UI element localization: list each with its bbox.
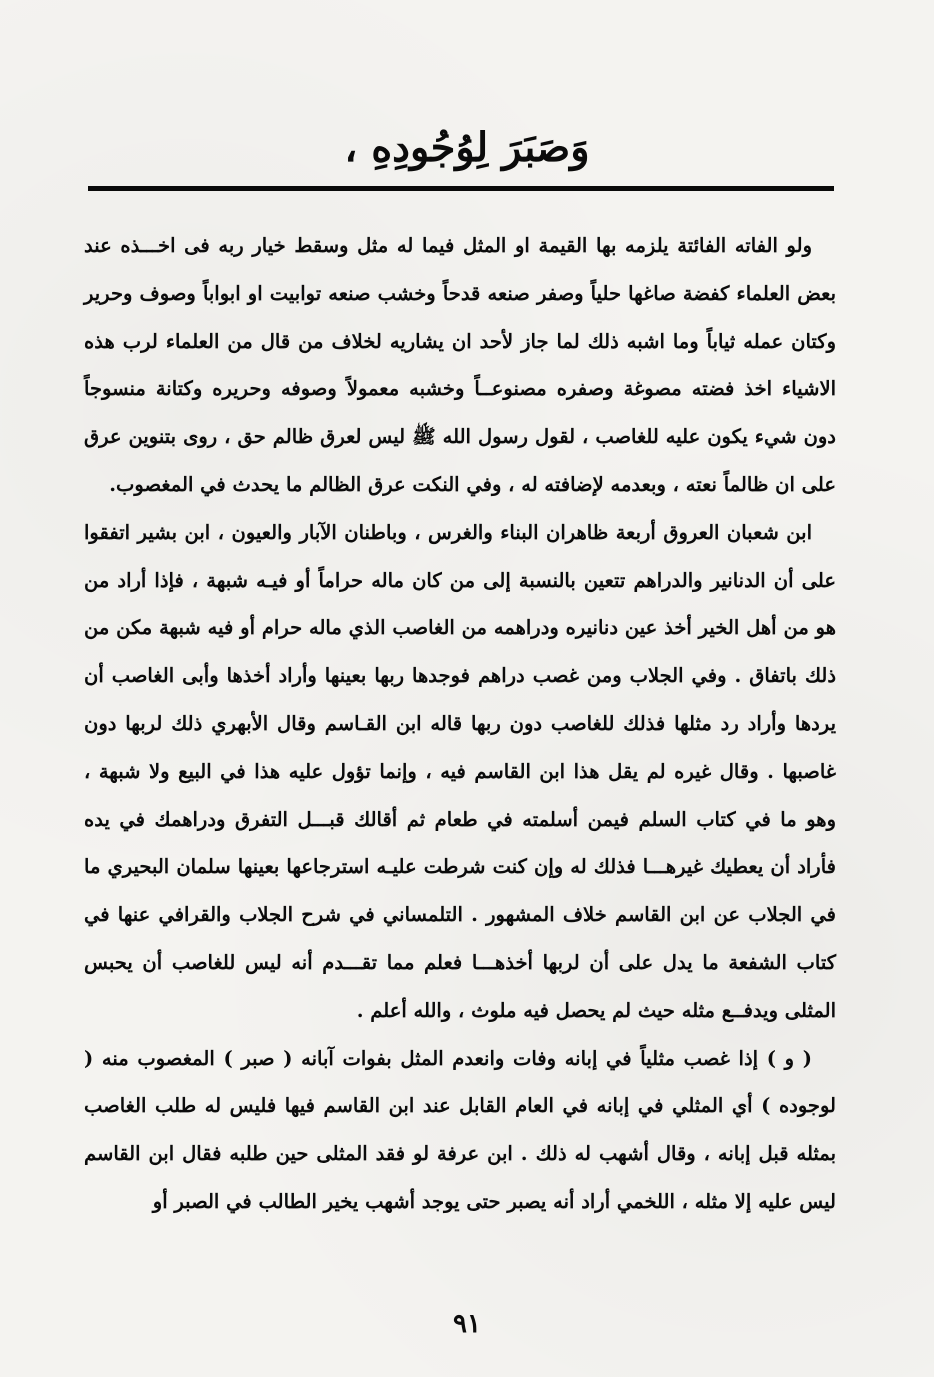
body-text [84,222,836,1226]
paragraph-3: ( و ) إذا غصب مثلياً في إبانه وفات وانعدم المثل بفوات آبانه ( صبر ) المغصوب منه ( لوجوده ) أي المثلي في إبانه في العام القابل عند ابن القاسم فيها فليس له طلب الغاصب بمثله قبل إبانه ، وقال أشهب له ذلك . ابن عرفة لو فقد المثلى حين طلبه فقال ابن القاسم ليس عليه إلا مثله ، اللخمي أراد أنه يصبر حتى يوجد أشهب يخير الطالب في الصبر أو [84,1046,836,1213]
header-rule [88,186,834,191]
page-number: ٩١ [453,1309,481,1339]
page-header: وَصَبَرَ لِوُجُودِهِ ، [344,124,590,171]
paragraph-2: ابن شعبان العروق أربعة ظاهران البناء والغرس ، وباطنان الآبار والعيون ، ابن بشير اتفقوا على أن الدنانير والدراهم تتعين بالنسبة إلى من كان ماله حراماً أو فيـه شبهة ، فإذا أراد من هو من أهل الخير أخذ عين دنانيره ودراهمه من الغاصب الذي ماله حرام أو فيه شبهة مكن من ذلك باتفاق . وفي الجلاب ومن غصب دراهم فوجدها ربها بعينها وأراد أخذها وأبى الغاصب أن يردها وأراد رد مثلها فذلك للغاصب دون ربها قاله ابن القـاسم وقال الأبهري ذلك لربها دون غاصبها . وقال غيره لم يقل هذا ابن القاسم فيه ، وإنما تؤول عليه هذا في البيع ولا شبهة ، وهو ما في كتاب السلم فيمن أسلمته في طعام ثم أقالك قبـــل التفرق ودراهمك في يده فأراد أن يعطيك غيرهـــا فذلك له وإن كنت شرطت عليـه استرجاعها بعينها سلمان البحيري ما في الجلاب عن ابن القاسم خلاف المشهور . التلمساني في شرح الجلاب والقرافي عنها في كتاب الشفعة ما يدل على أن لربها أخذهـــا فعلم مما تقـــدم أنه ليس للغاصب أن يحبس المثلى ويدفــع مثله حيث لم يحصل فيه ملوث ، والله أعلم . [84,520,837,1022]
paragraph-1: ولو الفاته الفائتة يلزمه بها القيمة او المثل فيما له مثل وسقط خيار ربه فى اخـــذه عند بعض العلماء كفضة صاغها حلياً وصفر صنعه قدحاً وخشب صنعه توابيت او ابواباً وصوف وحرير وكتان عمله ثياباً وما اشبه ذلك لما جاز لأحد ان يشاريه لخلاف من قال من العلماء لرب هذه الاشياء اخذ فضته مصوغة وصفره مصنوعــاً وخشبه معمولاً وصوفه وحريره وكتانة منسوجاً دون شيء يكون عليه للغاصب ، لقول رسول الله ﷺ ليس لعرق ظالم حق ، روى بتنوين عرق على ان ظالماً نعته ، وبعدمه لإضافته له ، وفي النكت عرق الظالم ما يحدث في المغصوب. [84,234,836,496]
